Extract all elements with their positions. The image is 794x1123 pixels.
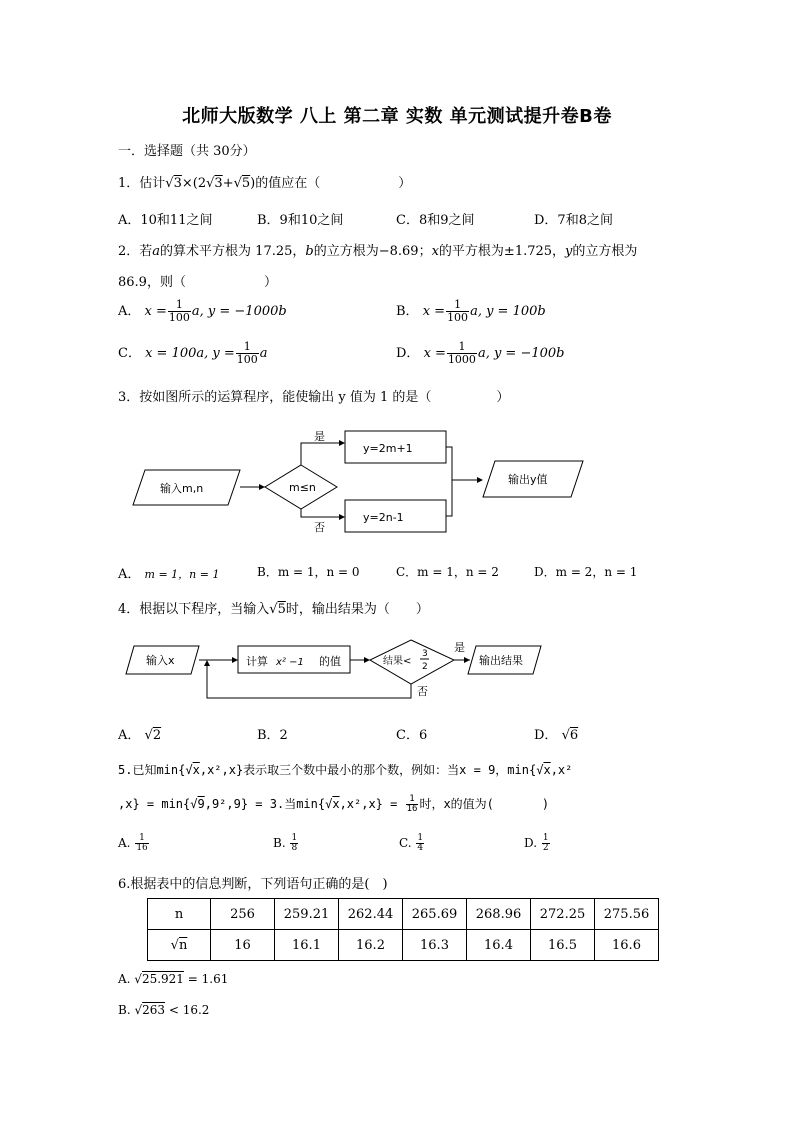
q6-option-a: A. √25.921 = 1.61 — [118, 972, 229, 986]
table-cell: 275.56 — [595, 899, 659, 930]
table-cell: 268.96 — [467, 899, 531, 930]
q1-stem-a: 1．估计 — [118, 176, 166, 191]
table-row — [148, 899, 659, 930]
q5-option-c: C. $\frac{1}{4}$ — [399, 833, 424, 853]
q1-stem-b: ×(2 — [181, 176, 207, 191]
flow4-calc-b: x² −1 — [276, 657, 304, 668]
table-cell: √n — [148, 930, 211, 961]
sqrt-3: √3 — [165, 176, 182, 191]
question-5-line1: 5.已知min{√x,x²,x}表示取三个数中最小的那个数，例如：当x = 9，min{√x,x² — [118, 763, 573, 777]
q2-line2: 86.9，则（ ） — [118, 275, 277, 290]
q1-option-b: B．9和10之间 — [257, 213, 344, 228]
table-cell: 272.25 — [531, 899, 595, 930]
flow-input-label: 输入m,n — [160, 482, 204, 495]
q3-option-c: C．m = 1，n = 2 — [396, 565, 499, 579]
q4-option-a: A． √2 — [118, 728, 162, 743]
table-row — [148, 930, 659, 961]
flow4-input-label: 输入x — [146, 654, 175, 667]
flow-no-label: 否 — [314, 521, 325, 534]
flowchart-q4 — [118, 636, 548, 704]
flow-yes-label: 是 — [314, 430, 325, 443]
q6-table — [147, 898, 659, 961]
table-cell: 259.21 — [275, 899, 339, 930]
q2-option-d: D． x = $\frac{1}{1000}$ a, y = −100b — [396, 340, 565, 366]
table-cell: 16.6 — [595, 930, 659, 961]
table-cell: n — [148, 899, 211, 930]
q1-option-c: C．8和9之间 — [396, 213, 475, 228]
q4-option-d: D． √6 — [534, 728, 579, 743]
flow4-output-label: 输出结果 — [479, 654, 523, 667]
table-cell: 256 — [211, 899, 275, 930]
q1-plus: + — [222, 176, 234, 191]
flow-top-label: y=2m+1 — [363, 442, 413, 455]
flow4-cond-label: 结果< — [383, 656, 412, 667]
question-5-line2: ,x} = min{√9,9²,9} = 3.当min{√x,x²,x} = $\frac{1}{16}$ 时，x的值为( ) — [118, 794, 550, 814]
question-4: 4．根据以下程序，当输入√5时，输出结果为（ ） — [118, 602, 429, 617]
flow4-calc-a: 计算 — [246, 655, 268, 668]
q1-stem-end: )的值应在（ ） — [250, 176, 412, 191]
flow4-no-label: 否 — [417, 685, 428, 698]
flow4-calc-c: 的值 — [319, 655, 341, 668]
sqrt-5: √5 — [233, 176, 251, 191]
sqrt-3b: √3 — [206, 176, 223, 191]
q5-option-d: D. $\frac{1}{2}$ — [524, 833, 549, 853]
table-cell: 16.1 — [275, 930, 339, 961]
page-title: 北师大版数学 八上 第二章 实数 单元测试提升卷B卷 — [182, 106, 612, 127]
table-cell: 16.4 — [467, 930, 531, 961]
table-cell: 262.44 — [339, 899, 403, 930]
flow-cond-label: m≤n — [289, 481, 316, 494]
table-cell: 16 — [211, 930, 275, 961]
section-heading: 一．选择题（共 30分） — [118, 144, 256, 159]
flow-output-label: 输出y值 — [508, 473, 548, 486]
flow4-cond-den: 2 — [422, 662, 428, 672]
q2-option-b: B． x = $\frac{1}{100}$ a, y = 100b — [396, 298, 546, 324]
question-6: 6.根据表中的信息判断，下列语句正确的是( ) — [118, 877, 388, 892]
flow-bottom-label: y=2n-1 — [363, 511, 404, 524]
question-3: 3．按如图所示的运算程序，能使输出 y 值为 1 的是（ ） — [118, 390, 510, 405]
flowchart-q3 — [125, 425, 590, 540]
table-cell: 16.3 — [403, 930, 467, 961]
q3-option-d: D．m = 2，n = 1 — [534, 565, 638, 579]
q3-option-b: B．m = 1，n = 0 — [257, 565, 360, 579]
q1-option-d: D．7和8之间 — [534, 213, 613, 228]
q6-option-b: B. √263 < 16.2 — [118, 1003, 210, 1017]
table-cell: 16.2 — [339, 930, 403, 961]
q5-option-a: A. $\frac{1}{16}$ — [118, 833, 148, 853]
table-cell: 16.5 — [531, 930, 595, 961]
q4-option-c: C．6 — [396, 728, 428, 743]
q4-option-b: B．2 — [257, 728, 288, 743]
question-1 — [118, 172, 411, 191]
q3-option-a: A． m = 1，n = 1 — [118, 567, 220, 582]
table-cell: 265.69 — [403, 899, 467, 930]
flow4-yes-label: 是 — [454, 641, 465, 654]
question-2: 2．若a的算术平方根为 17.25，b的立方根为−8.69；x的平方根为±1.725，y的立方根为 — [118, 244, 638, 259]
q1-option-a: A．10和11之间 — [118, 213, 213, 228]
flow4-cond-num: 3 — [422, 649, 428, 659]
q5-option-b: B. $\frac{1}{8}$ — [273, 833, 298, 853]
q2-option-a: A． x = $\frac{1}{100}$ a, y = −1000b — [118, 298, 287, 324]
q2-option-c: C． x = 100a, y = $\frac{1}{100}$ a — [118, 340, 268, 366]
